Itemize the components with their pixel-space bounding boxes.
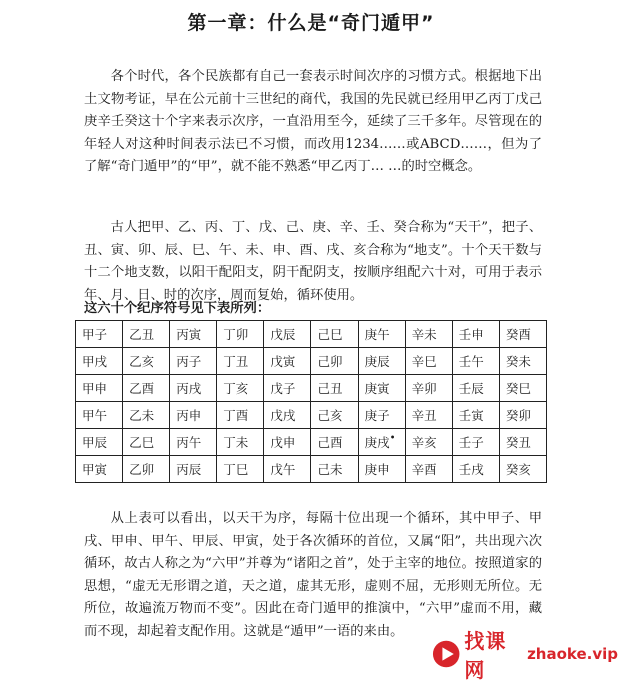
table-cell [123,375,170,402]
cell-text: 己卯 [317,354,343,369]
table-row [76,429,547,456]
cell-text: 壬寅 [458,408,484,423]
table-cell [170,402,217,429]
cell-text: 己酉 [317,435,343,450]
cell-text: 丁未 [223,435,249,450]
table-cell [499,348,546,375]
table-cell [311,375,358,402]
paragraph-3: 从上表可以看出，以天干为序，每隔十位出现一个循环，其中甲子、甲戌、甲申、甲午、甲辰、甲寅，处于各次循环的首位，又属“阳”，共出现六次循环，故古人称之为“六甲”并尊为“诸阳之首”，处于主宰的地位。按照道家的思想，“虚无无形谓之道，天之道，虚其无形，虚则不屈，无形则无所位。无所位，故遍流万物而不变”。因此在奇门遁甲的推演中，“六甲”虚而不用，藏而不现，却起着支配作用。这就是“遁甲”一语的来由。 [84,511,542,639]
table-cell [76,402,123,429]
table-cell [405,429,452,456]
table-cell [170,321,217,348]
cell-text: 己亥 [317,408,343,423]
cell-text: 乙巳 [129,435,155,450]
table-cell [311,321,358,348]
cell-text: 癸亥 [505,462,531,477]
cell-text: 辛亥 [411,435,437,450]
table-cell [123,321,170,348]
cell-text: 乙亥 [129,354,155,369]
table-cell [311,348,358,375]
table-cell [499,375,546,402]
cell-text: 甲午 [82,408,108,423]
cell-mark: • [389,433,396,444]
cell-text: 戊戌 [270,408,296,423]
table-cell [217,429,264,456]
cell-text: 壬午 [458,354,484,369]
cell-text: 戊辰 [270,327,296,342]
cell-text: 甲子 [82,327,108,342]
table-cell [358,348,405,375]
table-cell [358,456,405,483]
cell-text: 丙子 [176,354,202,369]
table-cell [170,375,217,402]
cell-text: 庚午 [364,327,390,342]
cell-text: 丁巳 [223,462,249,477]
cell-text: 己未 [317,462,343,477]
table-cell [405,348,452,375]
table-cell [358,429,405,456]
cell-text: 壬申 [458,327,484,342]
table-cell [170,348,217,375]
table-cell [358,321,405,348]
table-cell [405,402,452,429]
table-cell [76,348,123,375]
table-cell [405,375,452,402]
watermark-text-en: zhaoke.vip [527,645,618,663]
cell-text: 丙申 [176,408,202,423]
cell-text: 辛巳 [411,354,437,369]
table-cell [123,429,170,456]
play-button-icon [432,639,460,669]
cell-text: 戊午 [270,462,296,477]
table-cell [499,321,546,348]
cell-text: 辛未 [411,327,437,342]
cell-text: 丁卯 [223,327,249,342]
cell-text: 乙酉 [129,381,155,396]
table-caption: 这六十个纪序符号见下表所列： [84,301,271,316]
table-row [76,348,547,375]
table-cell [358,402,405,429]
chapter-title: 第一章：什么是“奇门遁甲” [187,12,435,34]
table-cell [217,321,264,348]
table-cell [76,321,123,348]
table-cell [123,348,170,375]
table-cell [264,348,311,375]
table-cell [452,348,499,375]
table-cell [217,456,264,483]
table-cell [405,321,452,348]
watermark-text-cn: 找课网 [464,629,507,682]
table-cell [499,429,546,456]
cell-text: 丙戌 [176,381,202,396]
table-cell [217,348,264,375]
cell-text: 庚子 [364,408,390,423]
table-cell [170,456,217,483]
cell-text: 丙辰 [176,462,202,477]
cell-text: 丁酉 [223,408,249,423]
table-cell [264,375,311,402]
table-cell [452,456,499,483]
cell-text: 丙寅 [176,327,202,342]
cell-text: 乙丑 [129,327,155,342]
cell-text: 甲辰 [82,435,108,450]
cell-text: 戊寅 [270,354,296,369]
table-cell [76,375,123,402]
cell-text: 庚寅 [364,381,390,396]
paragraph-1: 各个时代，各个民族都有自己一套表示时间次序的习惯方式。根据地下出土文物考证，早在公元前十三世纪的商代，我国的先民就已经用甲乙丙丁戊己庚辛壬癸这十个字来表示次序，一直沿用至今，延续了三千多年。尽管现在的年轻人对这种时间表示法已不习惯，而改用1234……或ABCD……，但为了了解“奇门遁甲”的“甲”，就不能不熟悉“甲乙丙丁… …的时空概念。 [84,69,542,175]
table-cell [452,402,499,429]
table-cell [264,429,311,456]
cell-text: 丙午 [176,435,202,450]
table-cell [123,402,170,429]
cell-text: 辛丑 [411,408,437,423]
table-cell [76,429,123,456]
table-row [76,321,547,348]
table-row [76,375,547,402]
cell-text: 甲戌 [82,354,108,369]
cell-text: 丁丑 [223,354,249,369]
cell-text: 己丑 [317,381,343,396]
cell-text: 庚申 [364,462,390,477]
table-cell [217,375,264,402]
cell-text: 壬子 [458,435,484,450]
table-row [76,402,547,429]
table-cell [264,402,311,429]
cell-text: 辛酉 [411,462,437,477]
cell-text: 乙未 [129,408,155,423]
cell-text: 癸卯 [505,408,531,423]
table-cell [217,402,264,429]
watermark [432,629,618,682]
cell-text: 癸酉 [505,327,531,342]
table-cell [311,402,358,429]
table-cell [264,456,311,483]
cell-text: 丁亥 [223,381,249,396]
table-cell [123,456,170,483]
cell-text: 戊申 [270,435,296,450]
table-cell [452,429,499,456]
table-cell [311,456,358,483]
table-cell [264,321,311,348]
cell-text: 癸未 [505,354,531,369]
cell-text: 甲申 [82,381,108,396]
table-cell [452,321,499,348]
cell-text: 癸巳 [505,381,531,396]
cell-text: 壬戌 [458,462,484,477]
table-cell [311,429,358,456]
cell-text: 甲寅 [82,462,108,477]
table-cell [499,456,546,483]
cell-text: 庚戌 [364,435,390,450]
cell-text: 戊子 [270,381,296,396]
table-cell [405,456,452,483]
table-row [76,456,547,483]
cell-text: 庚辰 [364,354,390,369]
table-cell [358,375,405,402]
table-cell [452,375,499,402]
paragraph-2: 古人把甲、乙、丙、丁、戊、己、庚、辛、壬、癸合称为“天干”，把子、丑、寅、卯、辰、巳、午、未、申、酉、戌、亥合称为“地支”。十个天干数与十二个地支数，以阳干配阳支，阴干配阴支，按顺序组配六十对，可用于表示年、月、日、时的次序，周而复始，循环使用。 [84,220,542,303]
cell-text: 己巳 [317,327,343,342]
cell-text: 辛卯 [411,381,437,396]
table-cell [170,429,217,456]
sexagenary-cycle-table [75,320,547,483]
cell-text: 乙卯 [129,462,155,477]
cell-text: 壬辰 [458,381,484,396]
table-cell [499,402,546,429]
cell-text: 癸丑 [505,435,531,450]
table-cell [76,456,123,483]
